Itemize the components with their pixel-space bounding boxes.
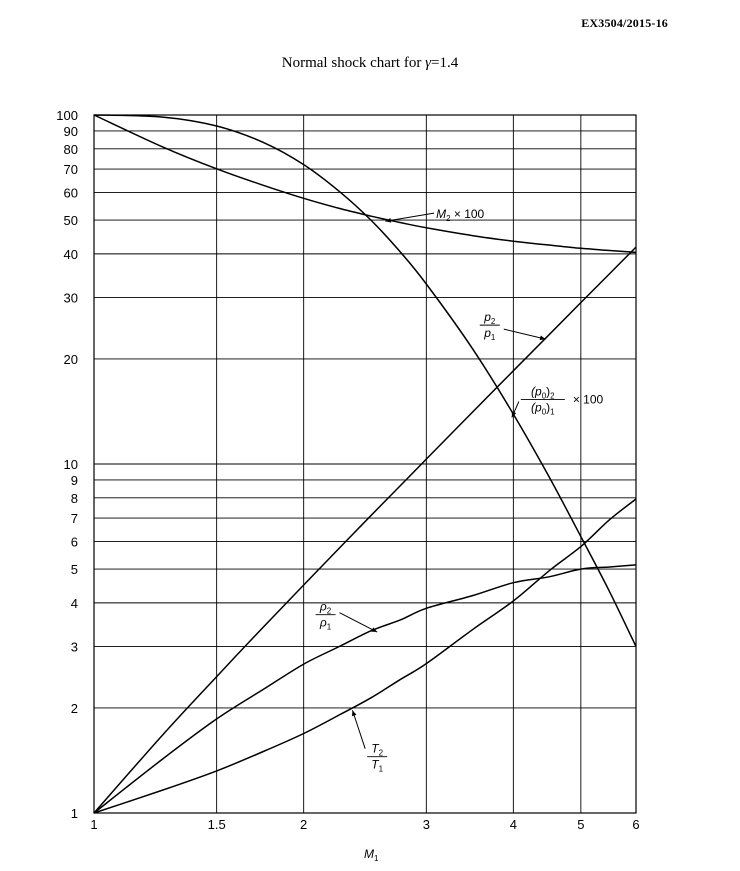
x-axis-label-sub: 1 bbox=[373, 854, 379, 863]
x-tick-label: 1.5 bbox=[207, 817, 226, 832]
y-tick-label: 80 bbox=[63, 141, 78, 157]
y-tick-label: 100 bbox=[56, 108, 78, 123]
y-tick-label: 20 bbox=[63, 351, 78, 367]
y-tick-label: 90 bbox=[63, 123, 78, 139]
y-tick-label: 1 bbox=[70, 806, 78, 821]
tick-labels bbox=[56, 108, 639, 832]
rho-ratio-label-denominator: $\rho_1$ bbox=[319, 615, 332, 632]
chart-title-gamma-value: =1.4 bbox=[431, 55, 459, 71]
chart-title-text: Normal shock chart for bbox=[281, 55, 422, 71]
x-tick-label: 5 bbox=[577, 817, 585, 832]
temp-ratio-leader bbox=[352, 710, 365, 748]
p-ratio-label-denominator: $p_1$ bbox=[484, 326, 496, 343]
y-tick-label: 30 bbox=[63, 290, 78, 306]
y-tick-label: 7 bbox=[70, 511, 78, 527]
y-tick-label: 40 bbox=[63, 246, 78, 262]
p0-ratio-label-suffix: × 100 bbox=[572, 392, 604, 407]
p0-ratio-label-numerator: $(p_0)_2$ bbox=[531, 384, 555, 401]
p-ratio-leader bbox=[504, 329, 546, 339]
p0-ratio-label-denominator: $(p_0)_1$ bbox=[531, 400, 555, 417]
y-tick-label: 70 bbox=[63, 162, 78, 178]
document-code: EX3504/2015-16 bbox=[581, 16, 668, 30]
y-tick-label: 5 bbox=[70, 562, 78, 578]
y-tick-label: 3 bbox=[70, 639, 78, 655]
x-tick-label: 4 bbox=[509, 817, 517, 832]
x-tick-label: 1 bbox=[90, 817, 98, 832]
pressure-ratio-curve bbox=[94, 247, 636, 813]
x-axis-label: $M_1$ bbox=[363, 847, 379, 863]
rho-ratio-leader bbox=[340, 613, 378, 632]
y-tick-label: 8 bbox=[70, 490, 78, 506]
m2-label: $M_2 \times 100$ bbox=[436, 207, 485, 224]
y-tick-label: 9 bbox=[70, 472, 78, 488]
y-tick-label: 10 bbox=[63, 457, 78, 472]
y-tick-label: 50 bbox=[63, 213, 78, 229]
x-tick-label: 6 bbox=[632, 817, 640, 832]
temp-ratio-label-denominator: $T_1$ bbox=[371, 757, 384, 774]
y-tick-label: 2 bbox=[70, 700, 78, 716]
p-ratio-label-numerator: $p_2$ bbox=[484, 310, 496, 327]
rho-ratio-label-numerator: $\rho_2$ bbox=[319, 599, 332, 616]
y-tick-label: 6 bbox=[70, 534, 78, 550]
chart-title-gamma: γ bbox=[425, 55, 431, 71]
y-tick-label: 60 bbox=[63, 185, 78, 201]
chart-grid bbox=[94, 115, 636, 813]
curve-labels bbox=[316, 207, 604, 774]
m2-curve bbox=[94, 115, 636, 252]
temperature-ratio-curve bbox=[94, 499, 636, 813]
x-tick-label: 2 bbox=[300, 817, 308, 832]
temp-ratio-label-numerator: $T_2$ bbox=[371, 741, 384, 758]
temp-ratio-leader-head bbox=[352, 710, 356, 716]
y-tick-label: 4 bbox=[70, 595, 78, 611]
density-ratio-curve bbox=[94, 565, 636, 813]
x-tick-label: 3 bbox=[422, 817, 430, 832]
